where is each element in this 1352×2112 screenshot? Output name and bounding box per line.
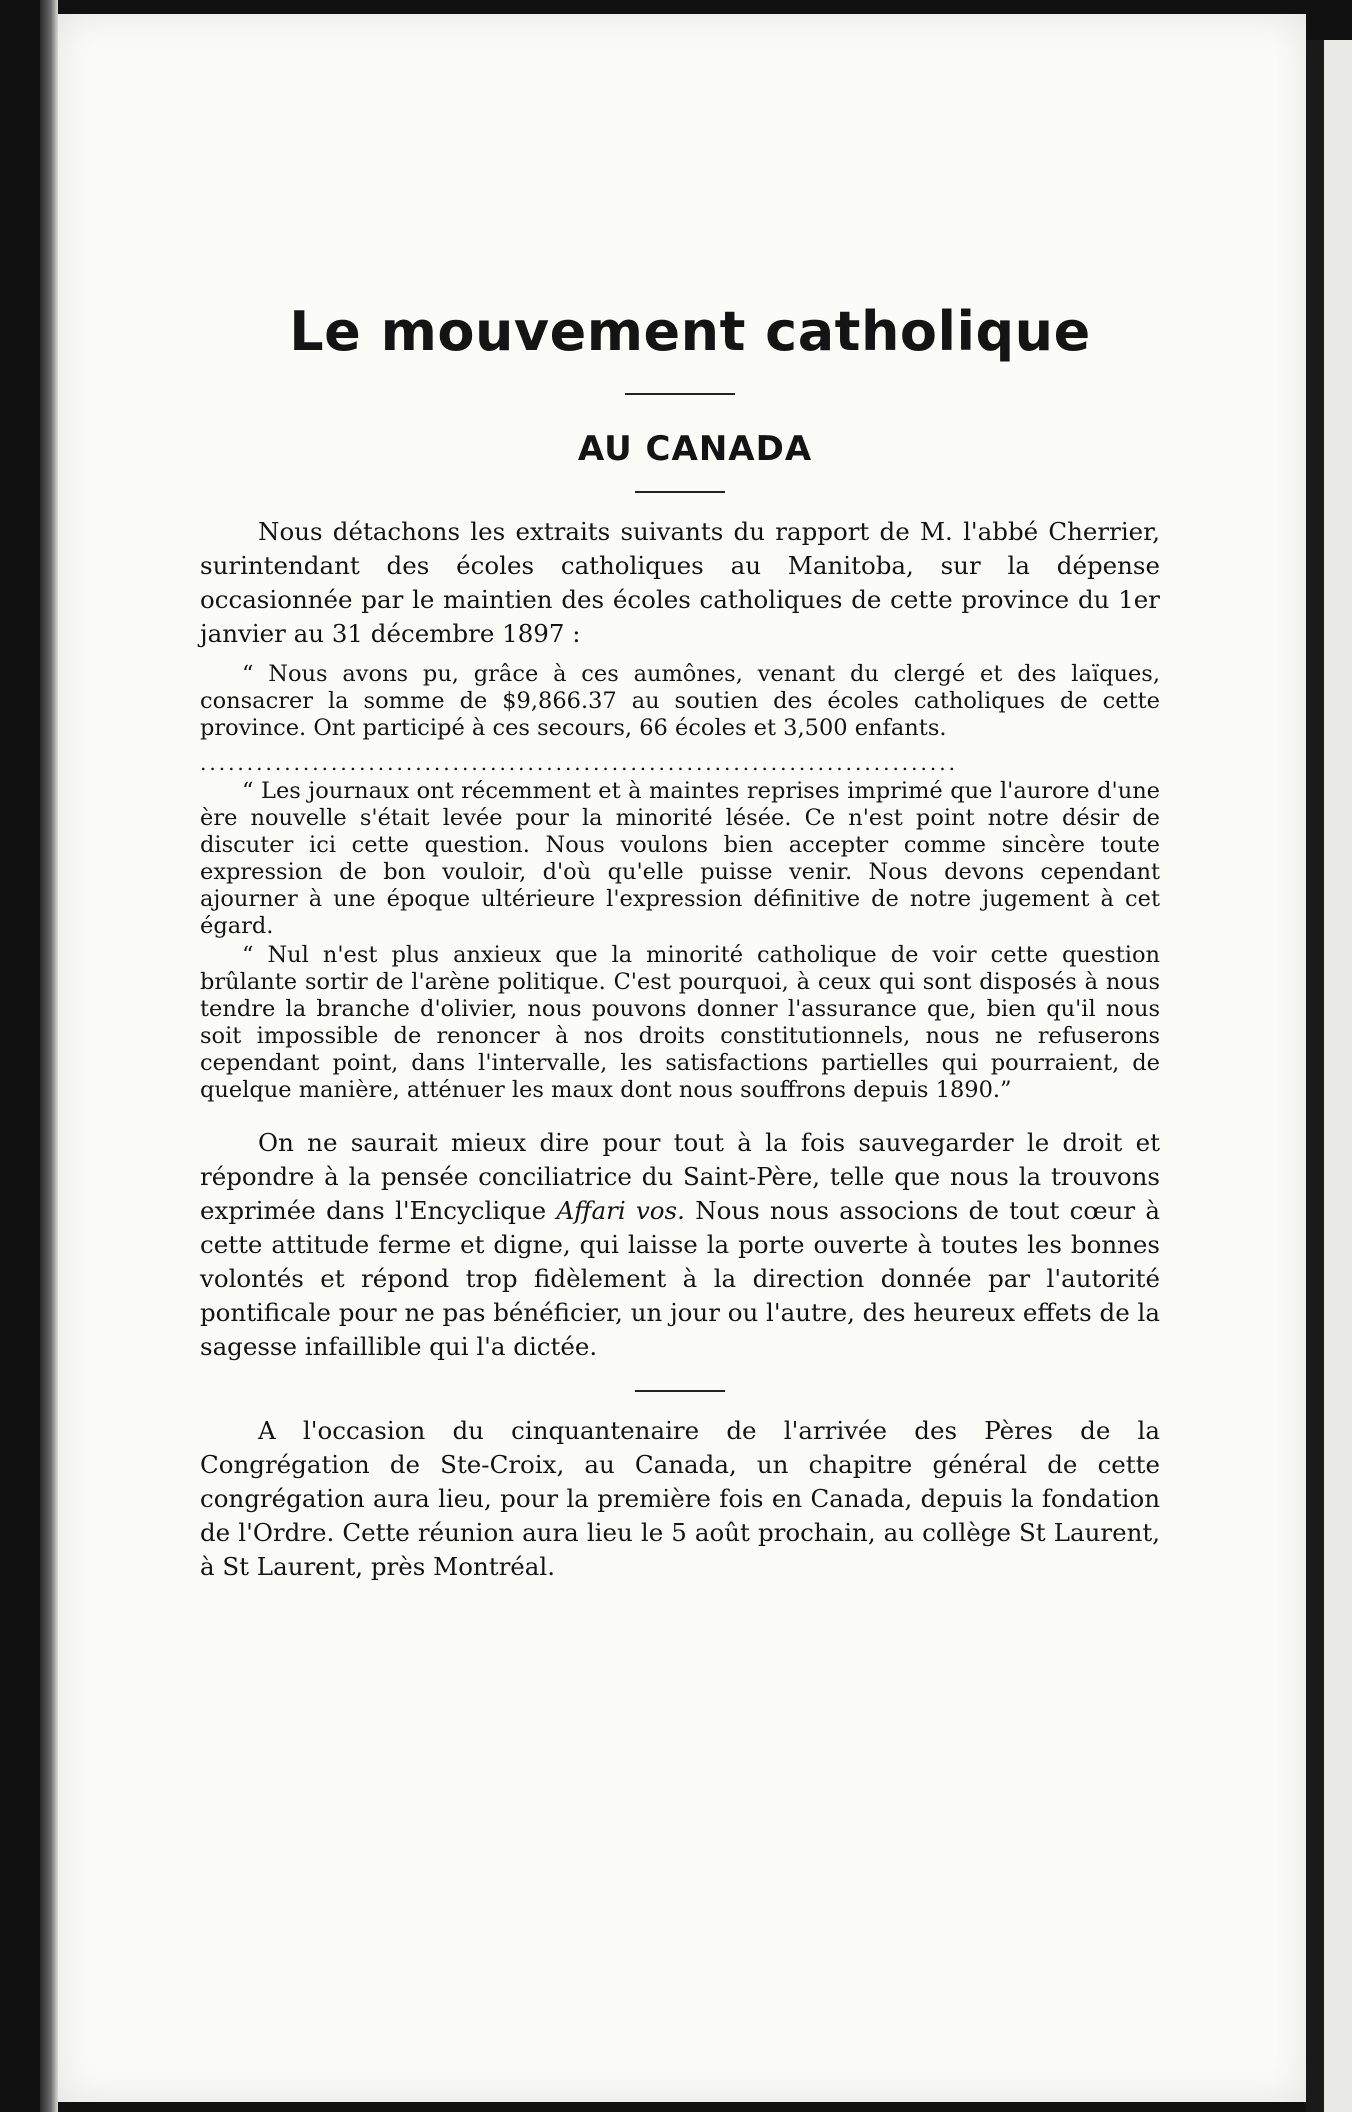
subtitle-divider xyxy=(635,491,725,493)
article-subtitle: AU CANADA xyxy=(577,429,813,469)
article-title: Le mouvement catholique xyxy=(289,300,1091,363)
section-divider xyxy=(635,1390,725,1392)
report-quote-2: “ Les journaux ont récemment et à maintes reprises imprimé que l'aurore d'une ère nouvelle s'était levée pour la minorité lésée. Ce n'est point notre désir de discuter ici cette question. Nous voulons bien accepter comme sincère toute expression de bon vouloir, d'où qu'elle puisse venir. Nous devons cependant ajourner à une époque ultérieure l'expression définitive de notre jugement à cet égard. xyxy=(200,778,1160,939)
page-left-edge xyxy=(40,0,58,2112)
commentary-paragraph xyxy=(200,1126,1160,1364)
title-divider xyxy=(625,393,735,395)
article xyxy=(200,300,1160,1584)
report-quote-1: “ Nous avons pu, grâce à ces aumônes, venant du clergé et des laïques, consacrer la somme de $9,866.37 au soutien des écoles catholiques de cette province. Ont participé à ces secours, 66 écoles et 3,500 enfants. xyxy=(200,661,1160,741)
commentary-text-after: Nous nous associons de tout cœur à cette attitude ferme et digne, qui laisse la porte ouverte à toutes les bonnes volontés et répond trop fidèlement à la direction donnée par l'autorité pontificale pour ne pas bénéficier, un jour ou l'autre, des heureux effets de la sagesse infaillible qui l'a dictée. xyxy=(200,1196,1160,1361)
commentary-text-before: On ne saurait mieux dire pour tout à la fois sauvegarder le droit et répondre à la pensée conciliatrice du Saint-Père, telle que nous la trouvons exprimée dans l'Encyclique xyxy=(200,1128,1160,1225)
ellipsis-line: ................................................................................. xyxy=(200,754,958,772)
underlying-page-strip xyxy=(1324,40,1352,2112)
encyclical-title: Affari vos. xyxy=(556,1196,685,1225)
announcement-paragraph: A l'occasion du cinquantenaire de l'arrivée des Pères de la Congrégation de Ste-Croix, au Canada, un chapitre général de cette congrégation aura lieu, pour la première fois en Canada, depuis la fondation de l'Ordre. Cette réunion aura lieu le 5 août prochain, au collège St Laurent, à St Laurent, près Montréal. xyxy=(200,1416,1160,1581)
page-right-edge xyxy=(1306,40,1324,2112)
report-quote-3: “ Nul n'est plus anxieux que la minorité catholique de voir cette question brûlante sortir de l'arène politique. C'est pourquoi, à ceux qui sont disposés à nous tendre la branche d'olivier, nous pouvons donner l'assurance que, bien qu'il nous soit impossible de renoncer à nos droits constitutionnels, nous ne refuserons cependant point, dans l'intervalle, les satisfactions partielles qui pourraient, de quelque manière, atténuer les maux dont nous souffrons depuis 1890.” xyxy=(200,942,1160,1103)
intro-paragraph: Nous détachons les extraits suivants du rapport de M. l'abbé Cherrier, surintendant des écoles catholiques au Manitoba, sur la dépense occasionnée par le maintien des écoles catholiques de cette province du 1er janvier au 31 décembre 1897 : xyxy=(200,517,1160,648)
